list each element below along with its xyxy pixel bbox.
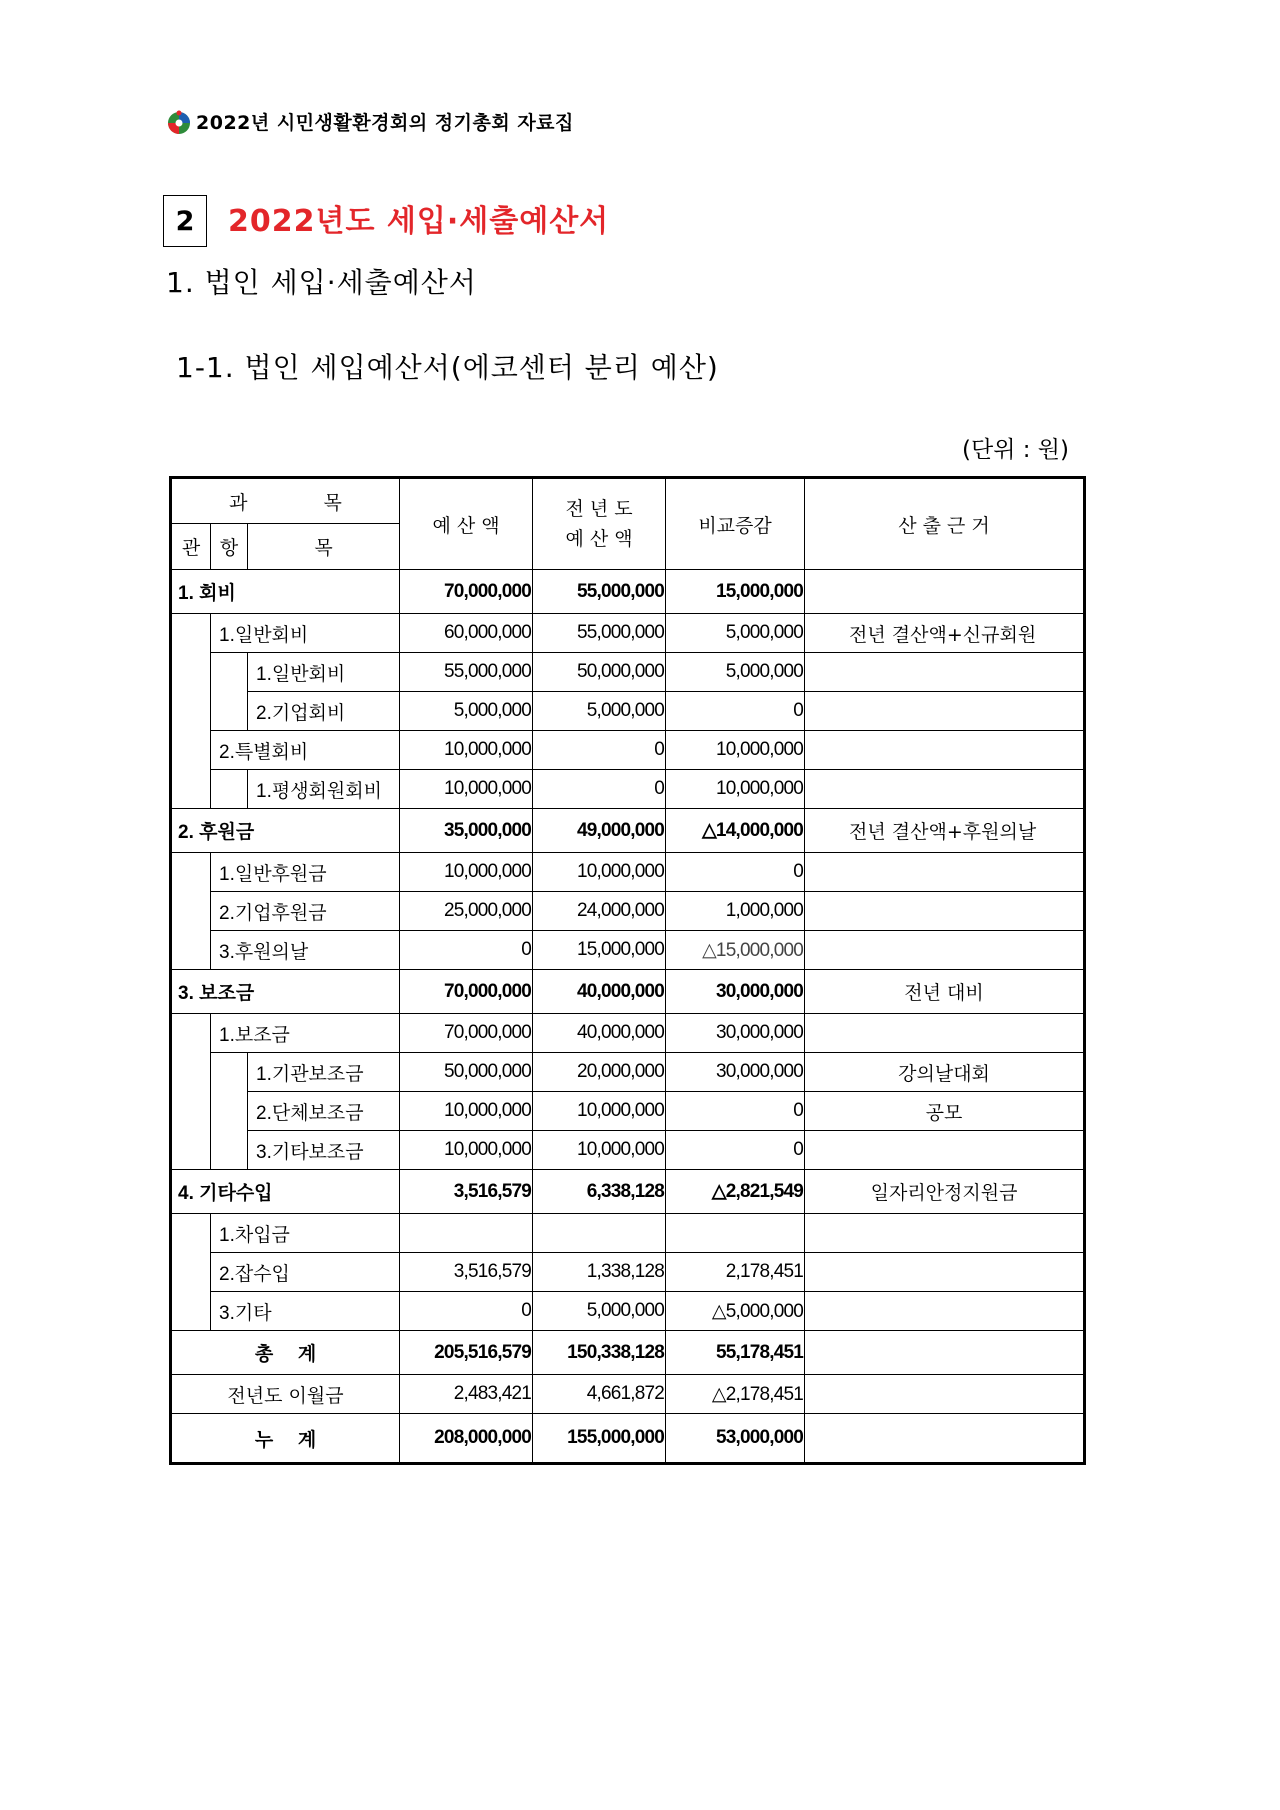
row-label: 3.후원의날 bbox=[211, 931, 400, 970]
section-number: 2 bbox=[163, 195, 207, 247]
prev-budget-cell: 1,338,128 bbox=[533, 1253, 666, 1292]
prev-budget-cell: 40,000,000 bbox=[533, 1014, 666, 1053]
table-row bbox=[171, 1214, 1085, 1253]
header-mok: 목 bbox=[248, 524, 400, 570]
prev-budget-cell: 10,000,000 bbox=[533, 1131, 666, 1170]
diff-cell: 0 bbox=[666, 1131, 805, 1170]
budget-cell: 205,516,579 bbox=[400, 1331, 533, 1375]
header-hang: 항 bbox=[211, 524, 248, 570]
basis-cell bbox=[805, 1253, 1085, 1292]
budget-cell: 0 bbox=[400, 1292, 533, 1331]
table-row bbox=[171, 614, 1085, 653]
basis-cell: 강의날대회 bbox=[805, 1053, 1085, 1092]
row-label: 2.단체보조금 bbox=[248, 1092, 400, 1131]
budget-cell: 70,000,000 bbox=[400, 1014, 533, 1053]
row-label: 1.보조금 bbox=[211, 1014, 400, 1053]
prev-budget-cell: 10,000,000 bbox=[533, 1092, 666, 1131]
diff-cell: 53,000,000 bbox=[666, 1414, 805, 1464]
prev-budget-cell: 5,000,000 bbox=[533, 1292, 666, 1331]
header-diff: 비교증감 bbox=[666, 478, 805, 570]
section-title: 2022년도 세입·세출예산서 bbox=[228, 204, 610, 239]
basis-cell bbox=[805, 1375, 1085, 1414]
diff-cell: 5,000,000 bbox=[666, 653, 805, 692]
basis-cell bbox=[805, 931, 1085, 970]
row-label: 3.기타보조금 bbox=[248, 1131, 400, 1170]
budget-cell: 3,516,579 bbox=[400, 1170, 533, 1214]
diff-cell: 10,000,000 bbox=[666, 770, 805, 809]
budget-cell: 3,516,579 bbox=[400, 1253, 533, 1292]
table-row bbox=[171, 1014, 1085, 1053]
row-label: 2.잡수입 bbox=[211, 1253, 400, 1292]
header-basis: 산 출 근 거 bbox=[805, 478, 1085, 570]
basis-cell bbox=[805, 1131, 1085, 1170]
basis-cell bbox=[805, 1331, 1085, 1375]
prev-budget-cell: 40,000,000 bbox=[533, 970, 666, 1014]
header-gwan: 관 bbox=[171, 524, 211, 570]
table-header-row bbox=[171, 478, 1085, 524]
budget-cell: 70,000,000 bbox=[400, 970, 533, 1014]
prev-budget-cell: 6,338,128 bbox=[533, 1170, 666, 1214]
organization-logo-icon bbox=[166, 109, 192, 135]
budget-cell: 50,000,000 bbox=[400, 1053, 533, 1092]
diff-cell: 15,000,000 bbox=[666, 570, 805, 614]
prev-budget-cell: 15,000,000 bbox=[533, 931, 666, 970]
table-row bbox=[171, 692, 1085, 731]
table-row bbox=[171, 809, 1085, 853]
prev-budget-cell: 4,661,872 bbox=[533, 1375, 666, 1414]
table-row bbox=[171, 1053, 1085, 1092]
diff-cell: △2,821,549 bbox=[666, 1170, 805, 1214]
basis-cell bbox=[805, 853, 1085, 892]
row-label: 2.특별회비 bbox=[211, 731, 400, 770]
basis-cell bbox=[805, 692, 1085, 731]
table-row bbox=[171, 853, 1085, 892]
budget-cell: 208,000,000 bbox=[400, 1414, 533, 1464]
basis-cell bbox=[805, 1014, 1085, 1053]
diff-cell: 5,000,000 bbox=[666, 614, 805, 653]
budget-cell bbox=[400, 1214, 533, 1253]
prev-budget-cell: 0 bbox=[533, 770, 666, 809]
indent-cell bbox=[171, 853, 211, 970]
row-label: 1.평생회원회비 bbox=[248, 770, 400, 809]
prev-budget-cell: 20,000,000 bbox=[533, 1053, 666, 1092]
header-budget: 예 산 액 bbox=[400, 478, 533, 570]
basis-cell: 전년 결산액+후원의날 bbox=[805, 809, 1085, 853]
row-label: 3. 보조금 bbox=[171, 970, 400, 1014]
budget-cell: 70,000,000 bbox=[400, 570, 533, 614]
indent-cell bbox=[211, 770, 248, 809]
indent-cell bbox=[211, 653, 248, 731]
diff-cell: 10,000,000 bbox=[666, 731, 805, 770]
row-label: 1. 회비 bbox=[171, 570, 400, 614]
table-row bbox=[171, 931, 1085, 970]
diff-cell: 30,000,000 bbox=[666, 970, 805, 1014]
budget-cell: 10,000,000 bbox=[400, 853, 533, 892]
table-row bbox=[171, 1131, 1085, 1170]
row-label: 1.일반후원금 bbox=[211, 853, 400, 892]
indent-cell bbox=[171, 1214, 211, 1331]
document-header bbox=[166, 108, 574, 135]
row-label: 1.일반회비 bbox=[211, 614, 400, 653]
prev-budget-cell: 155,000,000 bbox=[533, 1414, 666, 1464]
diff-cell: △15,000,000 bbox=[666, 931, 805, 970]
prev-budget-cell: 24,000,000 bbox=[533, 892, 666, 931]
diff-cell: 30,000,000 bbox=[666, 1014, 805, 1053]
basis-cell bbox=[805, 1214, 1085, 1253]
diff-cell: 0 bbox=[666, 853, 805, 892]
diff-cell: 0 bbox=[666, 692, 805, 731]
basis-cell: 공모 bbox=[805, 1092, 1085, 1131]
prev-budget-cell: 0 bbox=[533, 731, 666, 770]
prev-budget-cell bbox=[533, 1214, 666, 1253]
table-row bbox=[171, 731, 1085, 770]
row-label: 2.기업후원금 bbox=[211, 892, 400, 931]
prev-budget-cell: 150,338,128 bbox=[533, 1331, 666, 1375]
budget-cell: 2,483,421 bbox=[400, 1375, 533, 1414]
budget-cell: 10,000,000 bbox=[400, 770, 533, 809]
row-label: 누 계 bbox=[171, 1414, 400, 1464]
row-label: 3.기타 bbox=[211, 1292, 400, 1331]
basis-cell bbox=[805, 1292, 1085, 1331]
table-row bbox=[171, 970, 1085, 1014]
unit-label: (단위 : 원) bbox=[962, 437, 1069, 463]
heading-1: 1. 법인 세입·세출예산서 bbox=[166, 266, 477, 299]
diff-cell: 55,178,451 bbox=[666, 1331, 805, 1375]
basis-cell: 전년 결산액+신규회원 bbox=[805, 614, 1085, 653]
indent-cell bbox=[211, 1053, 248, 1170]
basis-cell: 전년 대비 bbox=[805, 970, 1085, 1014]
table-row bbox=[171, 1292, 1085, 1331]
header-subject: 과 목 bbox=[171, 478, 400, 524]
diff-cell bbox=[666, 1214, 805, 1253]
budget-cell: 10,000,000 bbox=[400, 1131, 533, 1170]
basis-cell bbox=[805, 1414, 1085, 1464]
diff-cell: △2,178,451 bbox=[666, 1375, 805, 1414]
table-row bbox=[171, 770, 1085, 809]
diff-cell: 0 bbox=[666, 1092, 805, 1131]
prev-budget-cell: 5,000,000 bbox=[533, 692, 666, 731]
budget-cell: 10,000,000 bbox=[400, 1092, 533, 1131]
budget-cell: 35,000,000 bbox=[400, 809, 533, 853]
prev-budget-cell: 50,000,000 bbox=[533, 653, 666, 692]
carryover-row bbox=[171, 1375, 1085, 1414]
budget-cell: 5,000,000 bbox=[400, 692, 533, 731]
budget-cell: 0 bbox=[400, 931, 533, 970]
row-label: 1.일반회비 bbox=[248, 653, 400, 692]
basis-cell: 일자리안정지원금 bbox=[805, 1170, 1085, 1214]
basis-cell bbox=[805, 770, 1085, 809]
heading-2: 1-1. 법인 세입예산서(에코센터 분리 예산) bbox=[176, 351, 719, 384]
budget-cell: 10,000,000 bbox=[400, 731, 533, 770]
table-row bbox=[171, 1092, 1085, 1131]
header-prev-line1: 전 년 도 bbox=[565, 498, 633, 520]
diff-cell: △14,000,000 bbox=[666, 809, 805, 853]
cumulative-row bbox=[171, 1414, 1085, 1464]
header-prev-line2: 예 산 액 bbox=[565, 528, 633, 550]
diff-cell: 2,178,451 bbox=[666, 1253, 805, 1292]
table-row bbox=[171, 892, 1085, 931]
indent-cell bbox=[171, 614, 211, 809]
header-title: 2022년 시민생활환경회의 정기총회 자료집 bbox=[196, 112, 574, 134]
row-label: 1.기관보조금 bbox=[248, 1053, 400, 1092]
prev-budget-cell: 55,000,000 bbox=[533, 570, 666, 614]
indent-cell bbox=[171, 1014, 211, 1170]
row-label: 2.기업회비 bbox=[248, 692, 400, 731]
table-row bbox=[171, 653, 1085, 692]
row-label: 1.차입금 bbox=[211, 1214, 400, 1253]
budget-cell: 60,000,000 bbox=[400, 614, 533, 653]
table-row bbox=[171, 570, 1085, 614]
basis-cell bbox=[805, 731, 1085, 770]
basis-cell bbox=[805, 570, 1085, 614]
prev-budget-cell: 49,000,000 bbox=[533, 809, 666, 853]
revenue-budget-table bbox=[169, 476, 1086, 1465]
total-row bbox=[171, 1331, 1085, 1375]
diff-cell: △5,000,000 bbox=[666, 1292, 805, 1331]
basis-cell bbox=[805, 892, 1085, 931]
budget-cell: 55,000,000 bbox=[400, 653, 533, 692]
budget-cell: 25,000,000 bbox=[400, 892, 533, 931]
prev-budget-cell: 55,000,000 bbox=[533, 614, 666, 653]
basis-cell bbox=[805, 653, 1085, 692]
prev-budget-cell: 10,000,000 bbox=[533, 853, 666, 892]
diff-cell: 30,000,000 bbox=[666, 1053, 805, 1092]
row-label: 총 계 bbox=[171, 1331, 400, 1375]
diff-cell: 1,000,000 bbox=[666, 892, 805, 931]
row-label: 전년도 이월금 bbox=[171, 1375, 400, 1414]
header-prev-budget bbox=[533, 478, 666, 570]
row-label: 2. 후원금 bbox=[171, 809, 400, 853]
row-label: 4. 기타수입 bbox=[171, 1170, 400, 1214]
table-row bbox=[171, 1170, 1085, 1214]
table-row bbox=[171, 1253, 1085, 1292]
